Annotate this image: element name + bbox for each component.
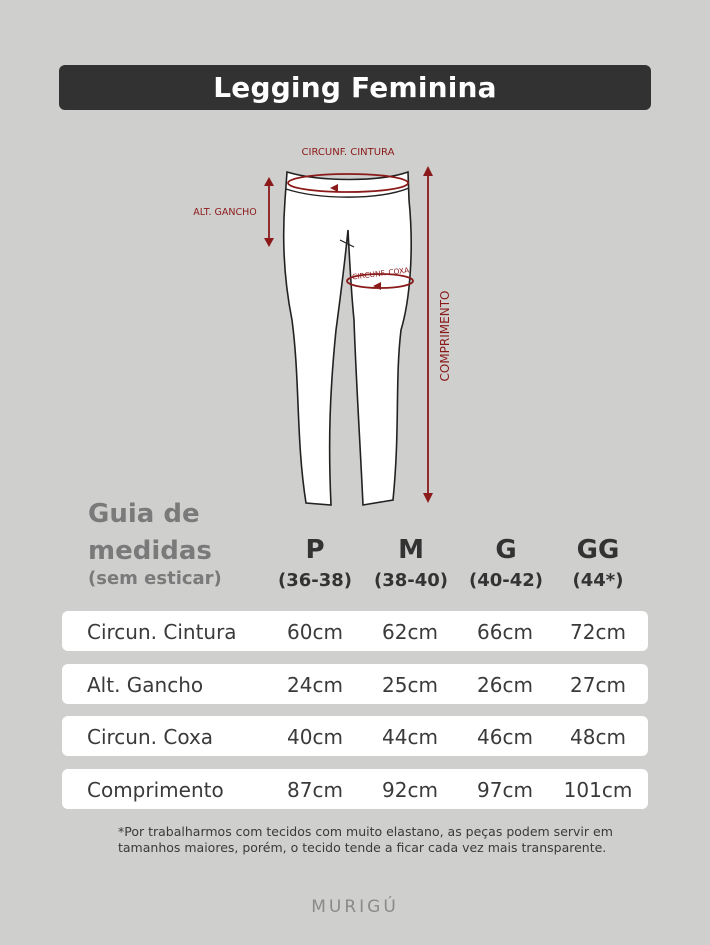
row-label: Alt. Gancho xyxy=(87,673,204,697)
size-header-gg: GG (44*) xyxy=(572,535,624,591)
value-cell: 87cm xyxy=(287,778,343,802)
value-cell: 26cm xyxy=(477,673,533,697)
value-cell: 72cm xyxy=(570,620,626,644)
waist-label: CIRCUNF. CINTURA xyxy=(301,147,395,158)
table-row xyxy=(62,611,648,651)
value-cell: 97cm xyxy=(477,778,533,802)
value-cell: 62cm xyxy=(382,620,438,644)
length-label: COMPRIMENTO xyxy=(438,290,452,382)
value-cell: 44cm xyxy=(382,725,438,749)
row-label: Circun. Coxa xyxy=(87,725,214,749)
table-row xyxy=(62,769,648,809)
value-cell: 24cm xyxy=(287,673,343,697)
legging-outline xyxy=(284,172,412,505)
size-header-g: G (40-42) xyxy=(468,535,544,591)
brand-logo: MURIGÚ xyxy=(311,897,399,917)
value-cell: 92cm xyxy=(382,778,438,802)
value-cell: 101cm xyxy=(563,778,633,802)
value-cell: 48cm xyxy=(570,725,626,749)
thigh-label: CIRCUNF. COXA xyxy=(351,265,410,282)
table-row xyxy=(62,664,648,704)
size-header-p: P (36-38) xyxy=(277,535,353,591)
value-cell: 25cm xyxy=(382,673,438,697)
size-header-m: M (38-40) xyxy=(373,535,449,591)
value-cell: 46cm xyxy=(477,725,533,749)
rise-label: ALT. GANCHO xyxy=(193,207,257,218)
value-cell: 60cm xyxy=(287,620,343,644)
value-cell: 66cm xyxy=(477,620,533,644)
row-label: Comprimento xyxy=(87,778,224,802)
value-cell: 40cm xyxy=(287,725,343,749)
row-label: Circun. Cintura xyxy=(87,620,237,644)
table-row xyxy=(62,716,648,756)
page-title: Legging Feminina xyxy=(213,71,497,104)
value-cell: 27cm xyxy=(570,673,626,697)
guide-subtitle: (sem esticar) xyxy=(88,568,222,589)
guide-title: Guia de medidas xyxy=(88,499,212,566)
footnote: *Por trabalharmos com tecidos com muito elastano, as peças podem servir em tamanhos maiores, porém, o tecido tende a ficar cada vez mais transparente. xyxy=(118,824,613,855)
